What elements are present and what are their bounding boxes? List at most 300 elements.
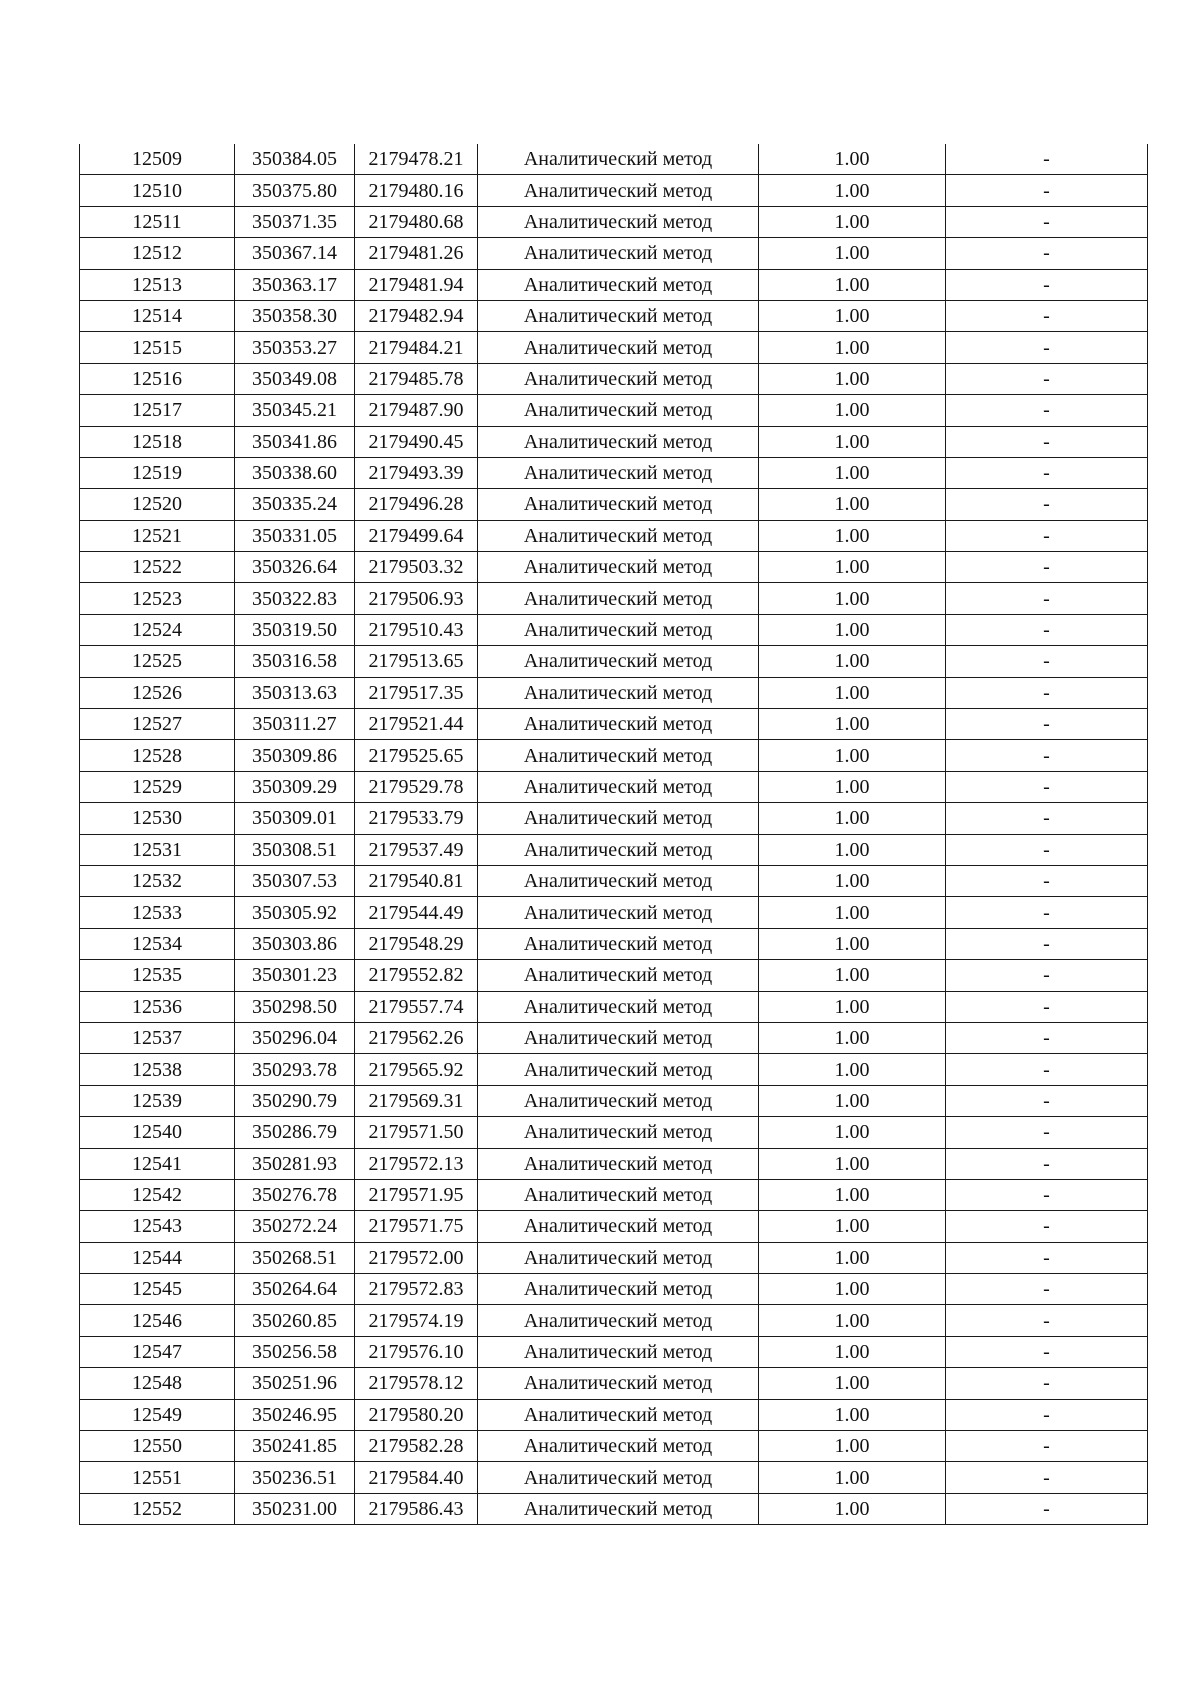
point-number-cell: 12540 <box>80 1117 235 1148</box>
accuracy-cell: 1.00 <box>759 1085 946 1116</box>
accuracy-cell: 1.00 <box>759 1211 946 1242</box>
x-coordinate-cell: 350341.86 <box>235 426 355 457</box>
method-cell: Аналитический метод <box>478 803 759 834</box>
accuracy-cell: 1.00 <box>759 457 946 488</box>
x-coordinate-cell: 350308.51 <box>235 834 355 865</box>
table-body <box>80 144 1148 1525</box>
x-coordinate-cell: 350338.60 <box>235 457 355 488</box>
table-row <box>80 709 1148 740</box>
accuracy-cell: 1.00 <box>759 614 946 645</box>
method-cell: Аналитический метод <box>478 1462 759 1493</box>
table-row <box>80 363 1148 394</box>
method-cell: Аналитический метод <box>478 1493 759 1524</box>
method-cell: Аналитический метод <box>478 928 759 959</box>
method-cell: Аналитический метод <box>478 1148 759 1179</box>
accuracy-cell: 1.00 <box>759 363 946 394</box>
method-cell: Аналитический метод <box>478 489 759 520</box>
point-number-cell: 12552 <box>80 1493 235 1524</box>
note-cell: - <box>946 300 1148 331</box>
point-number-cell: 12545 <box>80 1274 235 1305</box>
y-coordinate-cell: 2179484.21 <box>355 332 478 363</box>
x-coordinate-cell: 350305.92 <box>235 897 355 928</box>
accuracy-cell: 1.00 <box>759 1305 946 1336</box>
point-number-cell: 12528 <box>80 740 235 771</box>
method-cell: Аналитический метод <box>478 1399 759 1430</box>
table-row <box>80 583 1148 614</box>
note-cell: - <box>946 1305 1148 1336</box>
method-cell: Аналитический метод <box>478 1179 759 1210</box>
table-row <box>80 552 1148 583</box>
note-cell: - <box>946 1493 1148 1524</box>
table-row <box>80 300 1148 331</box>
accuracy-cell: 1.00 <box>759 865 946 896</box>
note-cell: - <box>946 457 1148 488</box>
x-coordinate-cell: 350331.05 <box>235 520 355 551</box>
method-cell: Аналитический метод <box>478 520 759 551</box>
x-coordinate-cell: 350268.51 <box>235 1242 355 1273</box>
x-coordinate-cell: 350353.27 <box>235 332 355 363</box>
accuracy-cell: 1.00 <box>759 269 946 300</box>
y-coordinate-cell: 2179490.45 <box>355 426 478 457</box>
table-row <box>80 834 1148 865</box>
point-number-cell: 12531 <box>80 834 235 865</box>
y-coordinate-cell: 2179537.49 <box>355 834 478 865</box>
method-cell: Аналитический метод <box>478 677 759 708</box>
method-cell: Аналитический метод <box>478 1336 759 1367</box>
note-cell: - <box>946 175 1148 206</box>
point-number-cell: 12516 <box>80 363 235 394</box>
method-cell: Аналитический метод <box>478 426 759 457</box>
x-coordinate-cell: 350246.95 <box>235 1399 355 1430</box>
x-coordinate-cell: 350281.93 <box>235 1148 355 1179</box>
accuracy-cell: 1.00 <box>759 1431 946 1462</box>
table-row <box>80 1336 1148 1367</box>
note-cell: - <box>946 206 1148 237</box>
method-cell: Аналитический метод <box>478 865 759 896</box>
table-row <box>80 395 1148 426</box>
accuracy-cell: 1.00 <box>759 646 946 677</box>
note-cell: - <box>946 1117 1148 1148</box>
method-cell: Аналитический метод <box>478 1431 759 1462</box>
point-number-cell: 12525 <box>80 646 235 677</box>
x-coordinate-cell: 350367.14 <box>235 238 355 269</box>
note-cell: - <box>946 489 1148 520</box>
note-cell: - <box>946 1148 1148 1179</box>
x-coordinate-cell: 350384.05 <box>235 144 355 175</box>
y-coordinate-cell: 2179565.92 <box>355 1054 478 1085</box>
x-coordinate-cell: 350345.21 <box>235 395 355 426</box>
method-cell: Аналитический метод <box>478 1242 759 1273</box>
table-row <box>80 1462 1148 1493</box>
x-coordinate-cell: 350309.86 <box>235 740 355 771</box>
x-coordinate-cell: 350326.64 <box>235 552 355 583</box>
note-cell: - <box>946 771 1148 802</box>
table-row <box>80 332 1148 363</box>
table-row <box>80 646 1148 677</box>
method-cell: Аналитический метод <box>478 1085 759 1116</box>
point-number-cell: 12529 <box>80 771 235 802</box>
method-cell: Аналитический метод <box>478 175 759 206</box>
x-coordinate-cell: 350307.53 <box>235 865 355 896</box>
table-row <box>80 175 1148 206</box>
point-number-cell: 12526 <box>80 677 235 708</box>
accuracy-cell: 1.00 <box>759 300 946 331</box>
method-cell: Аналитический метод <box>478 834 759 865</box>
y-coordinate-cell: 2179487.90 <box>355 395 478 426</box>
y-coordinate-cell: 2179574.19 <box>355 1305 478 1336</box>
x-coordinate-cell: 350298.50 <box>235 991 355 1022</box>
table-row <box>80 960 1148 991</box>
point-number-cell: 12512 <box>80 238 235 269</box>
point-number-cell: 12549 <box>80 1399 235 1430</box>
x-coordinate-cell: 350276.78 <box>235 1179 355 1210</box>
note-cell: - <box>946 709 1148 740</box>
point-number-cell: 12539 <box>80 1085 235 1116</box>
point-number-cell: 12517 <box>80 395 235 426</box>
accuracy-cell: 1.00 <box>759 1054 946 1085</box>
y-coordinate-cell: 2179557.74 <box>355 991 478 1022</box>
note-cell: - <box>946 1399 1148 1430</box>
method-cell: Аналитический метод <box>478 457 759 488</box>
y-coordinate-cell: 2179571.50 <box>355 1117 478 1148</box>
point-number-cell: 12532 <box>80 865 235 896</box>
y-coordinate-cell: 2179513.65 <box>355 646 478 677</box>
x-coordinate-cell: 350309.29 <box>235 771 355 802</box>
note-cell: - <box>946 583 1148 614</box>
accuracy-cell: 1.00 <box>759 489 946 520</box>
y-coordinate-cell: 2179569.31 <box>355 1085 478 1116</box>
point-number-cell: 12547 <box>80 1336 235 1367</box>
y-coordinate-cell: 2179480.68 <box>355 206 478 237</box>
y-coordinate-cell: 2179562.26 <box>355 1022 478 1053</box>
note-cell: - <box>946 552 1148 583</box>
table-row <box>80 865 1148 896</box>
y-coordinate-cell: 2179548.29 <box>355 928 478 959</box>
accuracy-cell: 1.00 <box>759 1179 946 1210</box>
x-coordinate-cell: 350309.01 <box>235 803 355 834</box>
point-number-cell: 12548 <box>80 1368 235 1399</box>
note-cell: - <box>946 834 1148 865</box>
point-number-cell: 12514 <box>80 300 235 331</box>
point-number-cell: 12530 <box>80 803 235 834</box>
point-number-cell: 12523 <box>80 583 235 614</box>
method-cell: Аналитический метод <box>478 395 759 426</box>
accuracy-cell: 1.00 <box>759 991 946 1022</box>
y-coordinate-cell: 2179493.39 <box>355 457 478 488</box>
accuracy-cell: 1.00 <box>759 1242 946 1273</box>
y-coordinate-cell: 2179482.94 <box>355 300 478 331</box>
y-coordinate-cell: 2179578.12 <box>355 1368 478 1399</box>
x-coordinate-cell: 350272.24 <box>235 1211 355 1242</box>
x-coordinate-cell: 350335.24 <box>235 489 355 520</box>
point-number-cell: 12535 <box>80 960 235 991</box>
accuracy-cell: 1.00 <box>759 803 946 834</box>
table-row <box>80 1305 1148 1336</box>
method-cell: Аналитический метод <box>478 332 759 363</box>
table-row <box>80 1179 1148 1210</box>
y-coordinate-cell: 2179582.28 <box>355 1431 478 1462</box>
y-coordinate-cell: 2179510.43 <box>355 614 478 645</box>
point-number-cell: 12544 <box>80 1242 235 1273</box>
method-cell: Аналитический метод <box>478 269 759 300</box>
y-coordinate-cell: 2179521.44 <box>355 709 478 740</box>
table-row <box>80 1117 1148 1148</box>
point-number-cell: 12542 <box>80 1179 235 1210</box>
point-number-cell: 12536 <box>80 991 235 1022</box>
accuracy-cell: 1.00 <box>759 395 946 426</box>
method-cell: Аналитический метод <box>478 897 759 928</box>
y-coordinate-cell: 2179529.78 <box>355 771 478 802</box>
method-cell: Аналитический метод <box>478 960 759 991</box>
table-row <box>80 1399 1148 1430</box>
accuracy-cell: 1.00 <box>759 1336 946 1367</box>
method-cell: Аналитический метод <box>478 1054 759 1085</box>
accuracy-cell: 1.00 <box>759 1022 946 1053</box>
note-cell: - <box>946 332 1148 363</box>
x-coordinate-cell: 350231.00 <box>235 1493 355 1524</box>
point-number-cell: 12510 <box>80 175 235 206</box>
point-number-cell: 12537 <box>80 1022 235 1053</box>
accuracy-cell: 1.00 <box>759 709 946 740</box>
x-coordinate-cell: 350264.64 <box>235 1274 355 1305</box>
note-cell: - <box>946 1462 1148 1493</box>
accuracy-cell: 1.00 <box>759 1462 946 1493</box>
method-cell: Аналитический метод <box>478 1211 759 1242</box>
accuracy-cell: 1.00 <box>759 426 946 457</box>
table-row <box>80 897 1148 928</box>
x-coordinate-cell: 350241.85 <box>235 1431 355 1462</box>
y-coordinate-cell: 2179480.16 <box>355 175 478 206</box>
point-number-cell: 12546 <box>80 1305 235 1336</box>
note-cell: - <box>946 865 1148 896</box>
table-row <box>80 740 1148 771</box>
y-coordinate-cell: 2179506.93 <box>355 583 478 614</box>
table-row <box>80 1211 1148 1242</box>
table-row <box>80 206 1148 237</box>
table-row <box>80 489 1148 520</box>
note-cell: - <box>946 1336 1148 1367</box>
method-cell: Аналитический метод <box>478 1117 759 1148</box>
accuracy-cell: 1.00 <box>759 960 946 991</box>
x-coordinate-cell: 350301.23 <box>235 960 355 991</box>
method-cell: Аналитический метод <box>478 709 759 740</box>
accuracy-cell: 1.00 <box>759 1368 946 1399</box>
y-coordinate-cell: 2179496.28 <box>355 489 478 520</box>
table-row <box>80 614 1148 645</box>
accuracy-cell: 1.00 <box>759 834 946 865</box>
y-coordinate-cell: 2179576.10 <box>355 1336 478 1367</box>
y-coordinate-cell: 2179586.43 <box>355 1493 478 1524</box>
point-number-cell: 12518 <box>80 426 235 457</box>
table-row <box>80 803 1148 834</box>
table-row <box>80 1054 1148 1085</box>
method-cell: Аналитический метод <box>478 740 759 771</box>
accuracy-cell: 1.00 <box>759 677 946 708</box>
method-cell: Аналитический метод <box>478 583 759 614</box>
accuracy-cell: 1.00 <box>759 520 946 551</box>
accuracy-cell: 1.00 <box>759 175 946 206</box>
x-coordinate-cell: 350319.50 <box>235 614 355 645</box>
note-cell: - <box>946 803 1148 834</box>
y-coordinate-cell: 2179481.26 <box>355 238 478 269</box>
accuracy-cell: 1.00 <box>759 1274 946 1305</box>
point-number-cell: 12509 <box>80 144 235 175</box>
table-row <box>80 1493 1148 1524</box>
y-coordinate-cell: 2179572.13 <box>355 1148 478 1179</box>
table-row <box>80 457 1148 488</box>
x-coordinate-cell: 350316.58 <box>235 646 355 677</box>
table-row <box>80 928 1148 959</box>
y-coordinate-cell: 2179485.78 <box>355 363 478 394</box>
method-cell: Аналитический метод <box>478 552 759 583</box>
note-cell: - <box>946 928 1148 959</box>
table-row <box>80 238 1148 269</box>
note-cell: - <box>946 1274 1148 1305</box>
x-coordinate-cell: 350293.78 <box>235 1054 355 1085</box>
x-coordinate-cell: 350311.27 <box>235 709 355 740</box>
method-cell: Аналитический метод <box>478 771 759 802</box>
note-cell: - <box>946 269 1148 300</box>
table-row <box>80 144 1148 175</box>
x-coordinate-cell: 350290.79 <box>235 1085 355 1116</box>
method-cell: Аналитический метод <box>478 1368 759 1399</box>
accuracy-cell: 1.00 <box>759 144 946 175</box>
point-number-cell: 12522 <box>80 552 235 583</box>
y-coordinate-cell: 2179540.81 <box>355 865 478 896</box>
y-coordinate-cell: 2179481.94 <box>355 269 478 300</box>
note-cell: - <box>946 1054 1148 1085</box>
note-cell: - <box>946 677 1148 708</box>
y-coordinate-cell: 2179584.40 <box>355 1462 478 1493</box>
note-cell: - <box>946 520 1148 551</box>
method-cell: Аналитический метод <box>478 363 759 394</box>
note-cell: - <box>946 646 1148 677</box>
point-number-cell: 12513 <box>80 269 235 300</box>
table-row <box>80 1431 1148 1462</box>
x-coordinate-cell: 350322.83 <box>235 583 355 614</box>
y-coordinate-cell: 2179478.21 <box>355 144 478 175</box>
point-number-cell: 12551 <box>80 1462 235 1493</box>
accuracy-cell: 1.00 <box>759 1493 946 1524</box>
method-cell: Аналитический метод <box>478 1305 759 1336</box>
note-cell: - <box>946 1368 1148 1399</box>
accuracy-cell: 1.00 <box>759 1399 946 1430</box>
table-row <box>80 1368 1148 1399</box>
y-coordinate-cell: 2179533.79 <box>355 803 478 834</box>
note-cell: - <box>946 1179 1148 1210</box>
accuracy-cell: 1.00 <box>759 771 946 802</box>
note-cell: - <box>946 363 1148 394</box>
accuracy-cell: 1.00 <box>759 928 946 959</box>
x-coordinate-cell: 350286.79 <box>235 1117 355 1148</box>
x-coordinate-cell: 350375.80 <box>235 175 355 206</box>
y-coordinate-cell: 2179572.00 <box>355 1242 478 1273</box>
table-row <box>80 1022 1148 1053</box>
table-row <box>80 991 1148 1022</box>
coordinates-table <box>79 144 1148 1525</box>
note-cell: - <box>946 426 1148 457</box>
x-coordinate-cell: 350349.08 <box>235 363 355 394</box>
method-cell: Аналитический метод <box>478 300 759 331</box>
accuracy-cell: 1.00 <box>759 1148 946 1179</box>
x-coordinate-cell: 350313.63 <box>235 677 355 708</box>
table-row <box>80 677 1148 708</box>
table-row <box>80 1148 1148 1179</box>
x-coordinate-cell: 350236.51 <box>235 1462 355 1493</box>
table-row <box>80 1242 1148 1273</box>
point-number-cell: 12524 <box>80 614 235 645</box>
point-number-cell: 12527 <box>80 709 235 740</box>
point-number-cell: 12511 <box>80 206 235 237</box>
note-cell: - <box>946 1242 1148 1273</box>
point-number-cell: 12515 <box>80 332 235 363</box>
point-number-cell: 12538 <box>80 1054 235 1085</box>
accuracy-cell: 1.00 <box>759 552 946 583</box>
note-cell: - <box>946 1431 1148 1462</box>
method-cell: Аналитический метод <box>478 144 759 175</box>
x-coordinate-cell: 350251.96 <box>235 1368 355 1399</box>
method-cell: Аналитический метод <box>478 1274 759 1305</box>
table-row <box>80 1274 1148 1305</box>
note-cell: - <box>946 1022 1148 1053</box>
note-cell: - <box>946 1211 1148 1242</box>
note-cell: - <box>946 1085 1148 1116</box>
method-cell: Аналитический метод <box>478 206 759 237</box>
note-cell: - <box>946 238 1148 269</box>
x-coordinate-cell: 350260.85 <box>235 1305 355 1336</box>
x-coordinate-cell: 350363.17 <box>235 269 355 300</box>
method-cell: Аналитический метод <box>478 991 759 1022</box>
y-coordinate-cell: 2179571.95 <box>355 1179 478 1210</box>
method-cell: Аналитический метод <box>478 1022 759 1053</box>
y-coordinate-cell: 2179517.35 <box>355 677 478 708</box>
note-cell: - <box>946 897 1148 928</box>
method-cell: Аналитический метод <box>478 238 759 269</box>
y-coordinate-cell: 2179503.32 <box>355 552 478 583</box>
y-coordinate-cell: 2179544.49 <box>355 897 478 928</box>
point-number-cell: 12533 <box>80 897 235 928</box>
accuracy-cell: 1.00 <box>759 332 946 363</box>
point-number-cell: 12534 <box>80 928 235 959</box>
accuracy-cell: 1.00 <box>759 206 946 237</box>
accuracy-cell: 1.00 <box>759 897 946 928</box>
x-coordinate-cell: 350303.86 <box>235 928 355 959</box>
note-cell: - <box>946 991 1148 1022</box>
table-row <box>80 426 1148 457</box>
accuracy-cell: 1.00 <box>759 1117 946 1148</box>
table-row <box>80 269 1148 300</box>
method-cell: Аналитический метод <box>478 614 759 645</box>
point-number-cell: 12550 <box>80 1431 235 1462</box>
y-coordinate-cell: 2179499.64 <box>355 520 478 551</box>
y-coordinate-cell: 2179571.75 <box>355 1211 478 1242</box>
y-coordinate-cell: 2179580.20 <box>355 1399 478 1430</box>
note-cell: - <box>946 740 1148 771</box>
point-number-cell: 12543 <box>80 1211 235 1242</box>
note-cell: - <box>946 960 1148 991</box>
y-coordinate-cell: 2179572.83 <box>355 1274 478 1305</box>
note-cell: - <box>946 144 1148 175</box>
note-cell: - <box>946 395 1148 426</box>
method-cell: Аналитический метод <box>478 646 759 677</box>
table-row <box>80 771 1148 802</box>
point-number-cell: 12520 <box>80 489 235 520</box>
point-number-cell: 12519 <box>80 457 235 488</box>
accuracy-cell: 1.00 <box>759 238 946 269</box>
x-coordinate-cell: 350256.58 <box>235 1336 355 1367</box>
note-cell: - <box>946 614 1148 645</box>
point-number-cell: 12541 <box>80 1148 235 1179</box>
